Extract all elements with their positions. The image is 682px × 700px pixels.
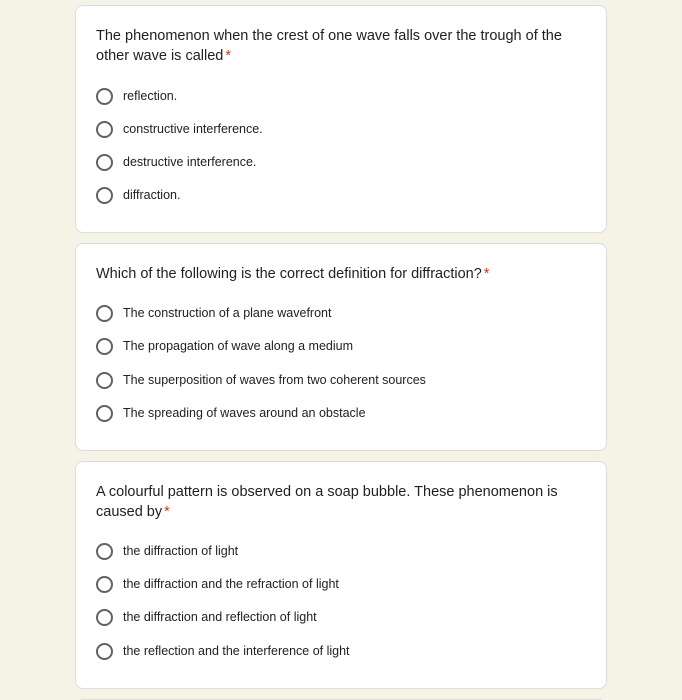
radio-button[interactable]: [96, 187, 113, 204]
required-asterisk: *: [164, 504, 170, 520]
radio-button[interactable]: [96, 405, 113, 422]
radio-button[interactable]: [96, 121, 113, 138]
option-label: The superposition of waves from two coherent sources: [123, 373, 426, 387]
option-label: constructive interference.: [123, 122, 263, 136]
radio-button[interactable]: [96, 305, 113, 322]
option-q1-reflection[interactable]: [96, 86, 177, 106]
option-label: The construction of a plane wavefront: [123, 306, 332, 320]
question-card-3: [75, 461, 607, 689]
required-asterisk: *: [225, 48, 231, 64]
option-q3-diffraction-refraction[interactable]: [96, 574, 339, 594]
option-label: the diffraction and reflection of light: [123, 610, 317, 624]
option-label: the diffraction and the refraction of light: [123, 577, 339, 591]
question-title-3: A colourful pattern is observed on a soap bubble. These phenomenon is caused by *: [96, 484, 558, 520]
option-q2-spreading[interactable]: [96, 403, 366, 423]
radio-button[interactable]: [96, 154, 113, 171]
option-q1-constructive-interference[interactable]: [96, 119, 263, 139]
question-title-1: The phenomenon when the crest of one wave falls over the trough of the other wave is called *: [96, 28, 562, 64]
option-q3-diffraction[interactable]: [96, 541, 238, 561]
option-label: The spreading of waves around an obstacle: [123, 406, 366, 420]
option-label: destructive interference.: [123, 155, 257, 169]
option-label: the reflection and the interference of light: [123, 644, 350, 658]
option-label: The propagation of wave along a medium: [123, 339, 354, 353]
option-q1-destructive-interference[interactable]: [96, 152, 256, 172]
option-label: the diffraction of light: [123, 544, 239, 558]
radio-button[interactable]: [96, 543, 113, 560]
option-q2-propagation[interactable]: [96, 336, 353, 356]
option-q1-diffraction[interactable]: [96, 185, 180, 205]
radio-button[interactable]: [96, 643, 113, 660]
question-title-2: Which of the following is the correct definition for diffraction? *: [96, 266, 490, 282]
option-q3-diffraction-reflection[interactable]: [96, 607, 317, 627]
radio-button[interactable]: [96, 576, 113, 593]
required-asterisk: *: [483, 266, 490, 282]
option-label: reflection.: [123, 89, 178, 103]
radio-button[interactable]: [96, 88, 113, 105]
radio-button[interactable]: [96, 609, 113, 626]
option-q3-reflection-interference[interactable]: [96, 641, 350, 661]
option-label: diffraction.: [123, 188, 181, 202]
option-q2-plane-wavefront[interactable]: [96, 303, 331, 323]
question-card-1: [75, 5, 607, 233]
option-q2-superposition[interactable]: [96, 370, 426, 390]
question-card-2: [75, 243, 607, 451]
radio-button[interactable]: [96, 372, 113, 389]
radio-button[interactable]: [96, 338, 113, 355]
